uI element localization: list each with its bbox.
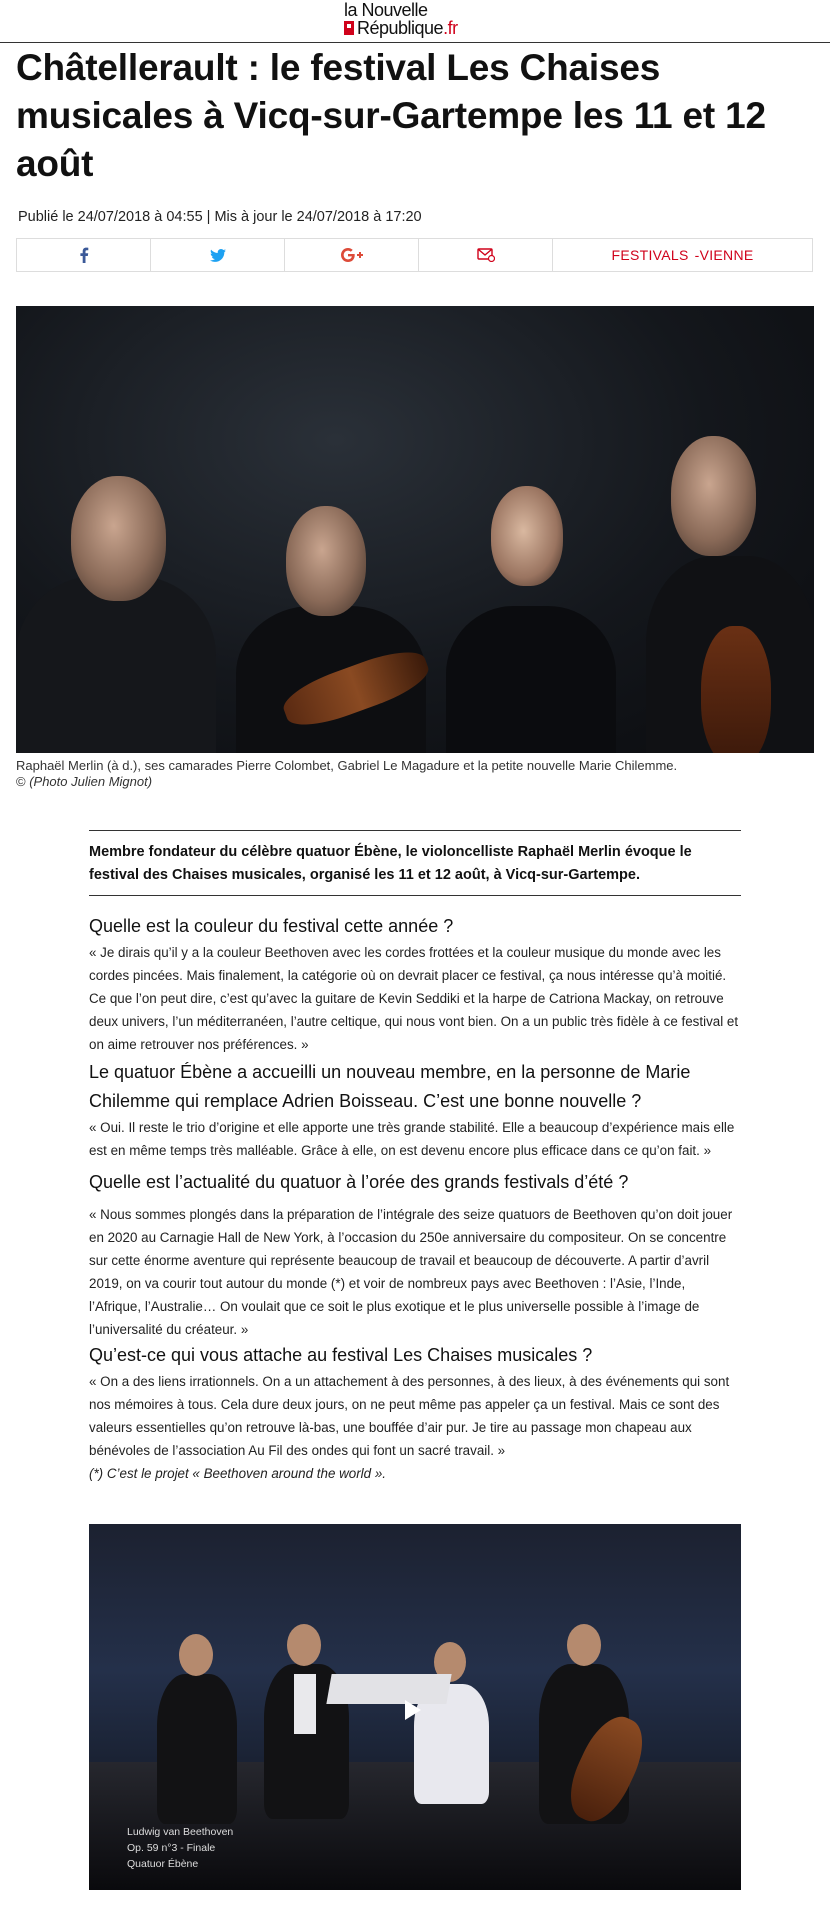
footnote: (*) C’est le projet « Beethoven around the world ». <box>89 1466 386 1481</box>
logo-mark-icon <box>344 21 354 35</box>
article-body <box>89 830 741 1485</box>
article-title: Châtellerault : le festival Les Chaises musicales à Vicq-sur-Gartempe les 11 et 12 août <box>16 47 766 184</box>
photo-face-1 <box>71 476 166 601</box>
video-music-stand <box>326 1674 451 1704</box>
share-twitter-button[interactable] <box>151 239 285 271</box>
share-bar <box>16 238 813 272</box>
video-musician-head-4 <box>567 1624 601 1666</box>
article-photo <box>16 306 814 753</box>
photo-face-3 <box>491 486 563 586</box>
answer-2: « Oui. Il reste le trio d’origine et elle apporte une très grande stabilité. Elle a beaucoup d’expérience mais elle est en même temps très malléable. Grâce à elle, on est devenu encore plus efficace dans ce qu’on fait. » <box>89 1120 735 1158</box>
video-musician-1 <box>157 1674 237 1824</box>
logo-line1: la Nouvelle <box>344 0 428 20</box>
video-composer: Ludwig van Beethoven <box>127 1826 234 1838</box>
photo-cello <box>701 626 771 753</box>
answer-1: « Je dirais qu’il y a la couleur Beethoven avec les cordes frottées et la couleur musique du monde avec les cordes pincées. Mais finalement, la catégorie où on devrait placer ce festival, ça nous intéresse qu’à moitié. Ce que l’on peut dire, c’est qu’avec la guitare de Kevin Seddiki et la harpe de Catriona Mackay, on retrouve deux univers, l’un méditerranéen, l’autre celtique, qui nous vont bien. On a un public très fidèle à ce festival et on aime retrouver nos préférences. » <box>89 945 739 1052</box>
question-1: Quelle est la couleur du festival cette année ? <box>89 916 454 936</box>
article-lead: Membre fondateur du célèbre quatuor Ébène, le violoncelliste Raphaël Merlin évoque le festival des Chaises musicales, organisé les 11 et 12 août, à Vicq-sur-Gartempe. <box>89 830 741 896</box>
share-facebook-button[interactable] <box>17 239 151 271</box>
photo-figure-1 <box>16 576 216 753</box>
video-musician-head-1 <box>179 1634 213 1676</box>
copyright-symbol: © <box>16 774 30 789</box>
twitter-icon <box>210 249 226 262</box>
photo-figure-3 <box>446 606 616 753</box>
facebook-icon <box>79 247 89 263</box>
photo-face-4 <box>671 436 756 556</box>
logo-line2 <box>344 18 458 38</box>
photo-caption-text: Raphaël Merlin (à d.), ses camarades Pierre Colombet, Gabriel Le Magadure et la petite nouvelle Marie Chilemme. <box>16 758 678 773</box>
video-musician-head-2 <box>287 1624 321 1666</box>
answer-3: « Nous sommes plongés dans la préparation de l’intégrale des seize quatuors de Beethoven qu’on doit jouer en 2020 au Carnagie Hall de New York, à l’occasion du 250e anniversaire du compositeur. On se concentre sur cette énorme aventure qui représente beaucoup de travail et beaucoup de découverte. A partir d’avril 2019, on va courir tout autour du monde (*) et voir de nombreux pays avec Beethoven : l’Asie, l’Inde, l’Afrique, l’Australie… On voulait que ce soit le plus exotique et le plus universelle possible à l’image de l’universalité du créateur. » <box>89 1207 733 1337</box>
video-info <box>127 1824 233 1872</box>
logo-suffix: .fr <box>443 18 458 38</box>
email-icon <box>477 248 495 262</box>
video-work: Op. 59 n°3 - Finale <box>127 1842 216 1854</box>
question-4: Qu’est-ce qui vous attache au festival Les Chaises musicales ? <box>89 1345 593 1365</box>
google-plus-icon <box>341 248 363 262</box>
video-player[interactable] <box>89 1524 741 1890</box>
answer-4: « On a des liens irrationnels. On a un attachement à des personnes, à des lieux, à des événements qui sont nos mémoires à tous. Cela dure deux jours, on ne peut même pas appeler ça un festival. Mais ce sont des valeurs essentielles qu’on retrouve là-bas, une bouffée d’air pur. Je tire au passage mon chapeau aux bénévoles de l’association Au Fil des ondes qui font un sacré travail. » <box>89 1374 730 1458</box>
tag-vienne-link[interactable]: -VIENNE <box>694 247 754 263</box>
tag-festivals-link[interactable]: FESTIVALS <box>611 247 689 263</box>
play-icon[interactable] <box>405 1700 421 1720</box>
site-header <box>0 0 830 43</box>
share-email-button[interactable] <box>419 239 553 271</box>
article-tags <box>553 239 812 271</box>
photo-face-2 <box>286 506 366 616</box>
question-2: Le quatuor Ébène a accueilli un nouveau membre, en la personne de Marie Chilemme qui remplace Adrien Boisseau. C’est une bonne nouvelle ? <box>89 1062 691 1111</box>
video-performer: Quatuor Ébène <box>127 1858 199 1870</box>
share-google-plus-button[interactable] <box>285 239 419 271</box>
site-logo[interactable] <box>340 0 490 40</box>
photo-credit-line <box>16 774 816 790</box>
publish-date: Publié le 24/07/2018 à 04:55 | Mis à jour le 24/07/2018 à 17:20 <box>18 209 422 225</box>
logo-line2-text: République <box>357 18 444 38</box>
video-shirt-2 <box>294 1674 316 1734</box>
photo-credit: (Photo Julien Mignot) <box>29 774 153 789</box>
question-3: Quelle est l’actualité du quatuor à l’orée des grands festivals d’été ? <box>89 1172 629 1192</box>
photo-caption <box>16 758 816 790</box>
